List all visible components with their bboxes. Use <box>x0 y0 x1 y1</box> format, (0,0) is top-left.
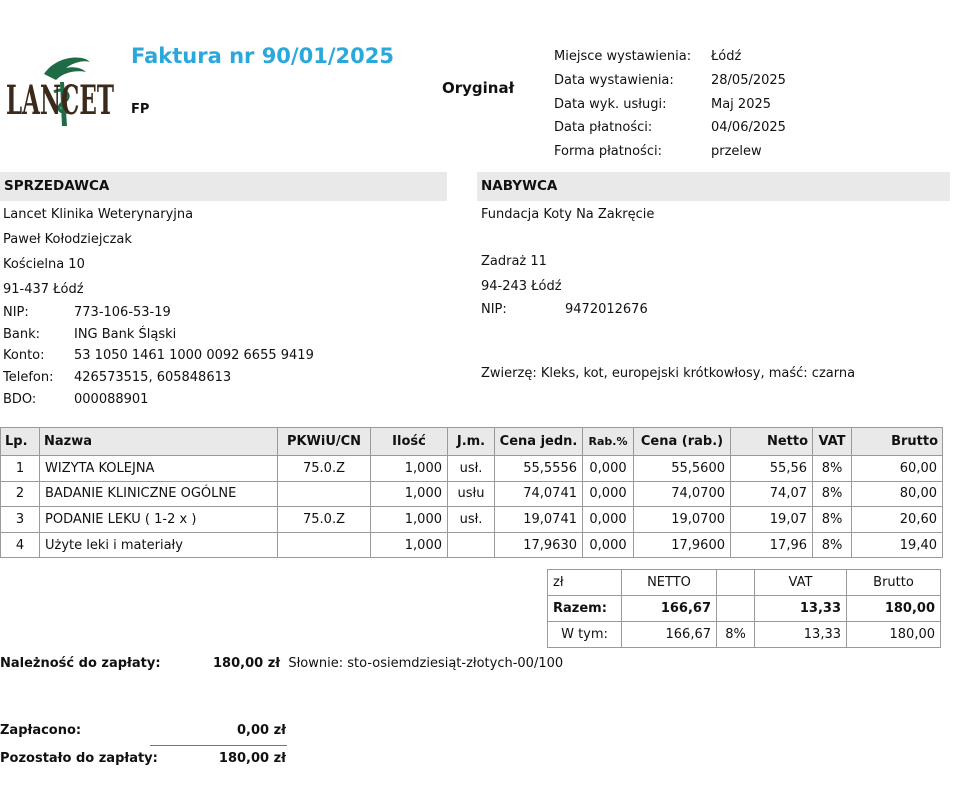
summary-total-row: Razem: 166,67 13,33 180,00 <box>548 596 941 622</box>
seller-heading: SPRZEDAWCA <box>0 172 447 201</box>
seller-name: Lancet Klinika Weterynaryjna <box>3 207 194 222</box>
meta-row-place: Miejsce wystawienia: Łódź <box>554 49 742 64</box>
paid-amount: 0,00 zł <box>237 723 286 738</box>
col-discount: Rab.% <box>583 428 634 456</box>
seller-bank: Bank: ING Bank Śląski <box>3 326 177 342</box>
vat-summary-table <box>547 569 941 648</box>
meta-row-payment-method: Forma płatności: przelew <box>554 144 762 160</box>
meta-value: Łódź <box>711 49 742 64</box>
meta-value: Maj 2025 <box>711 96 772 112</box>
table-row: 4 Użyte leki i materiały 1,000 17,9630 0,000 17,9600 17,96 8% 19,40 <box>1 532 943 558</box>
seller-street: Kościelna 10 <box>3 257 85 272</box>
seller-city: 91-437 Łódź <box>3 282 84 297</box>
meta-value: 28/05/2025 <box>711 72 786 88</box>
buyer-street: Zadraż 11 <box>481 254 547 269</box>
col-price: Cena jedn. <box>495 428 583 456</box>
buyer-note: Zwierzę: Kleks, kot, europejski krótkowłosy, maść: czarna <box>481 366 856 381</box>
copy-label: Oryginał <box>442 79 515 97</box>
invoice-meta <box>554 46 786 165</box>
col-gross: Brutto <box>852 428 943 456</box>
col-price-after: Cena (rab.) <box>634 428 731 456</box>
meta-row-issue-date: Data wystawienia: 28/05/2025 <box>554 72 786 88</box>
meta-value: 04/06/2025 <box>711 120 786 136</box>
lancet-logo-graphic <box>4 52 119 127</box>
seller-nip: NIP: 773-106-53-19 <box>3 305 171 320</box>
meta-value: przelew <box>711 144 762 160</box>
svg-text:LANCET: LANCET <box>6 77 115 124</box>
invoice-type: FP <box>131 102 150 117</box>
meta-row-service-date: Data wyk. usługi: Maj 2025 <box>554 96 772 112</box>
col-lp: Lp. <box>1 428 40 456</box>
col-pkwiu: PKWiU/CN <box>278 428 371 456</box>
col-net: Netto <box>731 428 813 456</box>
table-row: 2 BADANIE KLINICZNE OGÓLNE 1,000 usłu 74,0741 0,000 74,0700 74,07 8% 80,00 <box>1 481 943 507</box>
seller-account: Konto: 53 1050 1461 1000 0092 6655 9419 <box>3 348 314 364</box>
amount-in-words: Słownie: sto-osiemdziesiąt-złotych-00/100 <box>288 656 564 671</box>
seller-bdo: BDO: 000088901 <box>3 391 149 407</box>
amount-due-value: 180,00 zł <box>213 656 281 671</box>
col-qty: Ilość <box>371 428 448 456</box>
seller-details <box>3 202 314 410</box>
buyer-nip: NIP: 9472012676 <box>481 302 648 317</box>
seller-person: Paweł Kołodziejczak <box>3 232 132 247</box>
divider <box>150 745 287 746</box>
table-row: 3 PODANIE LEKU ( 1-2 x ) 75.0.Z 1,000 usł. 19,0741 0,000 19,0700 19,07 8% 20,60 <box>1 507 943 533</box>
amount-due: Należność do zapłaty: 180,00 zł Słownie: sto-osiemdziesiąt-złotych-00/100 <box>0 656 564 671</box>
meta-row-payment-date: Data płatności: 04/06/2025 <box>554 120 786 136</box>
seller-phone: Telefon: 426573515, 605848613 <box>3 370 232 386</box>
summary-included-row: W tym: 166,67 8% 13,33 180,00 <box>548 622 941 648</box>
remaining-amount: 180,00 zł <box>218 751 286 766</box>
paid-row: Zapłacono: 0,00 zł <box>0 723 286 738</box>
company-logo <box>4 52 119 127</box>
col-name: Nazwa <box>40 428 278 456</box>
table-row: 1 WIZYTA KOLEJNA 75.0.Z 1,000 usł. 55,5556 0,000 55,5600 55,56 8% 60,00 <box>1 456 943 482</box>
items-header-row <box>1 428 943 456</box>
buyer-heading: NABYWCA <box>477 172 950 201</box>
col-unit: J.m. <box>448 428 495 456</box>
items-table <box>0 427 943 558</box>
buyer-spacer <box>481 227 654 249</box>
buyer-city: 94-243 Łódź <box>481 279 562 294</box>
invoice-title: Faktura nr 90/01/2025 <box>131 44 394 68</box>
summary-header-row: zł NETTO VAT Brutto <box>548 570 941 596</box>
buyer-name: Fundacja Koty Na Zakręcie <box>481 207 655 222</box>
remaining-row: Pozostało do zapłaty: 180,00 zł <box>0 751 286 766</box>
col-vat: VAT <box>813 428 852 456</box>
buyer-details <box>481 202 654 321</box>
